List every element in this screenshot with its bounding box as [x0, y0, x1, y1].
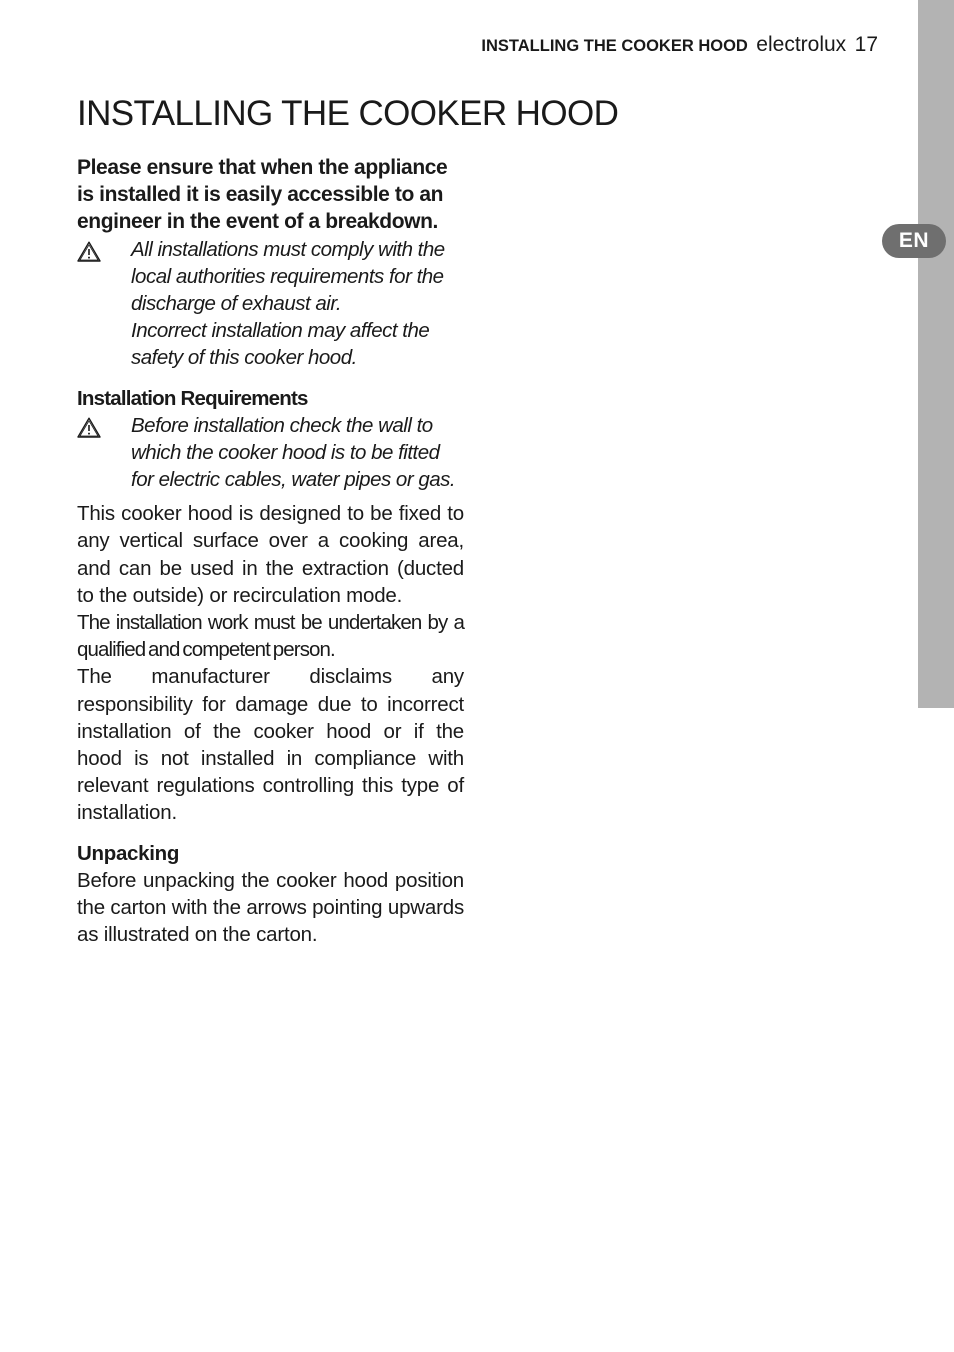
paragraph-design: This cooker hood is designed to be fixed to any vertical surface over a cooking area, and can be used in the extraction (ducted to the outside) or recirculation mode.	[77, 502, 464, 607]
warning-2-text: Before installation check the wall to which the cooker hood is to be fitted for electric cables, water pipes or gas.	[131, 413, 456, 492]
warning-block-1	[77, 236, 464, 372]
running-header	[481, 33, 878, 57]
language-tab: EN	[882, 224, 946, 258]
warning-block-2	[77, 412, 464, 494]
page-title: INSTALLING THE COOKER HOOD	[77, 94, 619, 133]
paragraph-unpacking: Before unpacking the cooker hood position the carton with the arrows pointing upwards as illustrated on the carton.	[77, 868, 464, 947]
page-number: 17	[854, 33, 878, 56]
warning-triangle-icon	[77, 412, 131, 443]
warning-triangle-icon	[77, 236, 131, 267]
brand-name: electrolux	[756, 33, 847, 56]
lead-paragraph: Please ensure that when the appliance is installed it is easily accessible to an engineer in the event of a breakdown.	[77, 156, 448, 234]
installation-requirements-heading: Installation Requirements	[77, 386, 308, 410]
paragraph-disclaimer: The manufacturer disclaims any responsibility for damage due to incorrect installation of the cooker hood or if the hood is not installed in compliance with relevant regulations controlling this type of installation.	[77, 665, 464, 825]
unpacking-heading: Unpacking	[77, 841, 180, 865]
warning-text-2	[131, 412, 464, 494]
warning-1-line-2: Incorrect installation may affect the safety of this cooker hood.	[131, 319, 430, 370]
running-header-section: INSTALLING THE COOKER HOOD	[481, 37, 748, 55]
paragraph-qualified-person: The installation work must be undertaken by a qualified and competent person.	[77, 611, 464, 662]
side-color-band	[918, 0, 954, 708]
warning-1-line-1: All installations must comply with the local authorities requirements for the discharge of exhaust air.	[131, 237, 445, 316]
warning-text-1	[131, 236, 464, 372]
text-column	[77, 154, 464, 948]
